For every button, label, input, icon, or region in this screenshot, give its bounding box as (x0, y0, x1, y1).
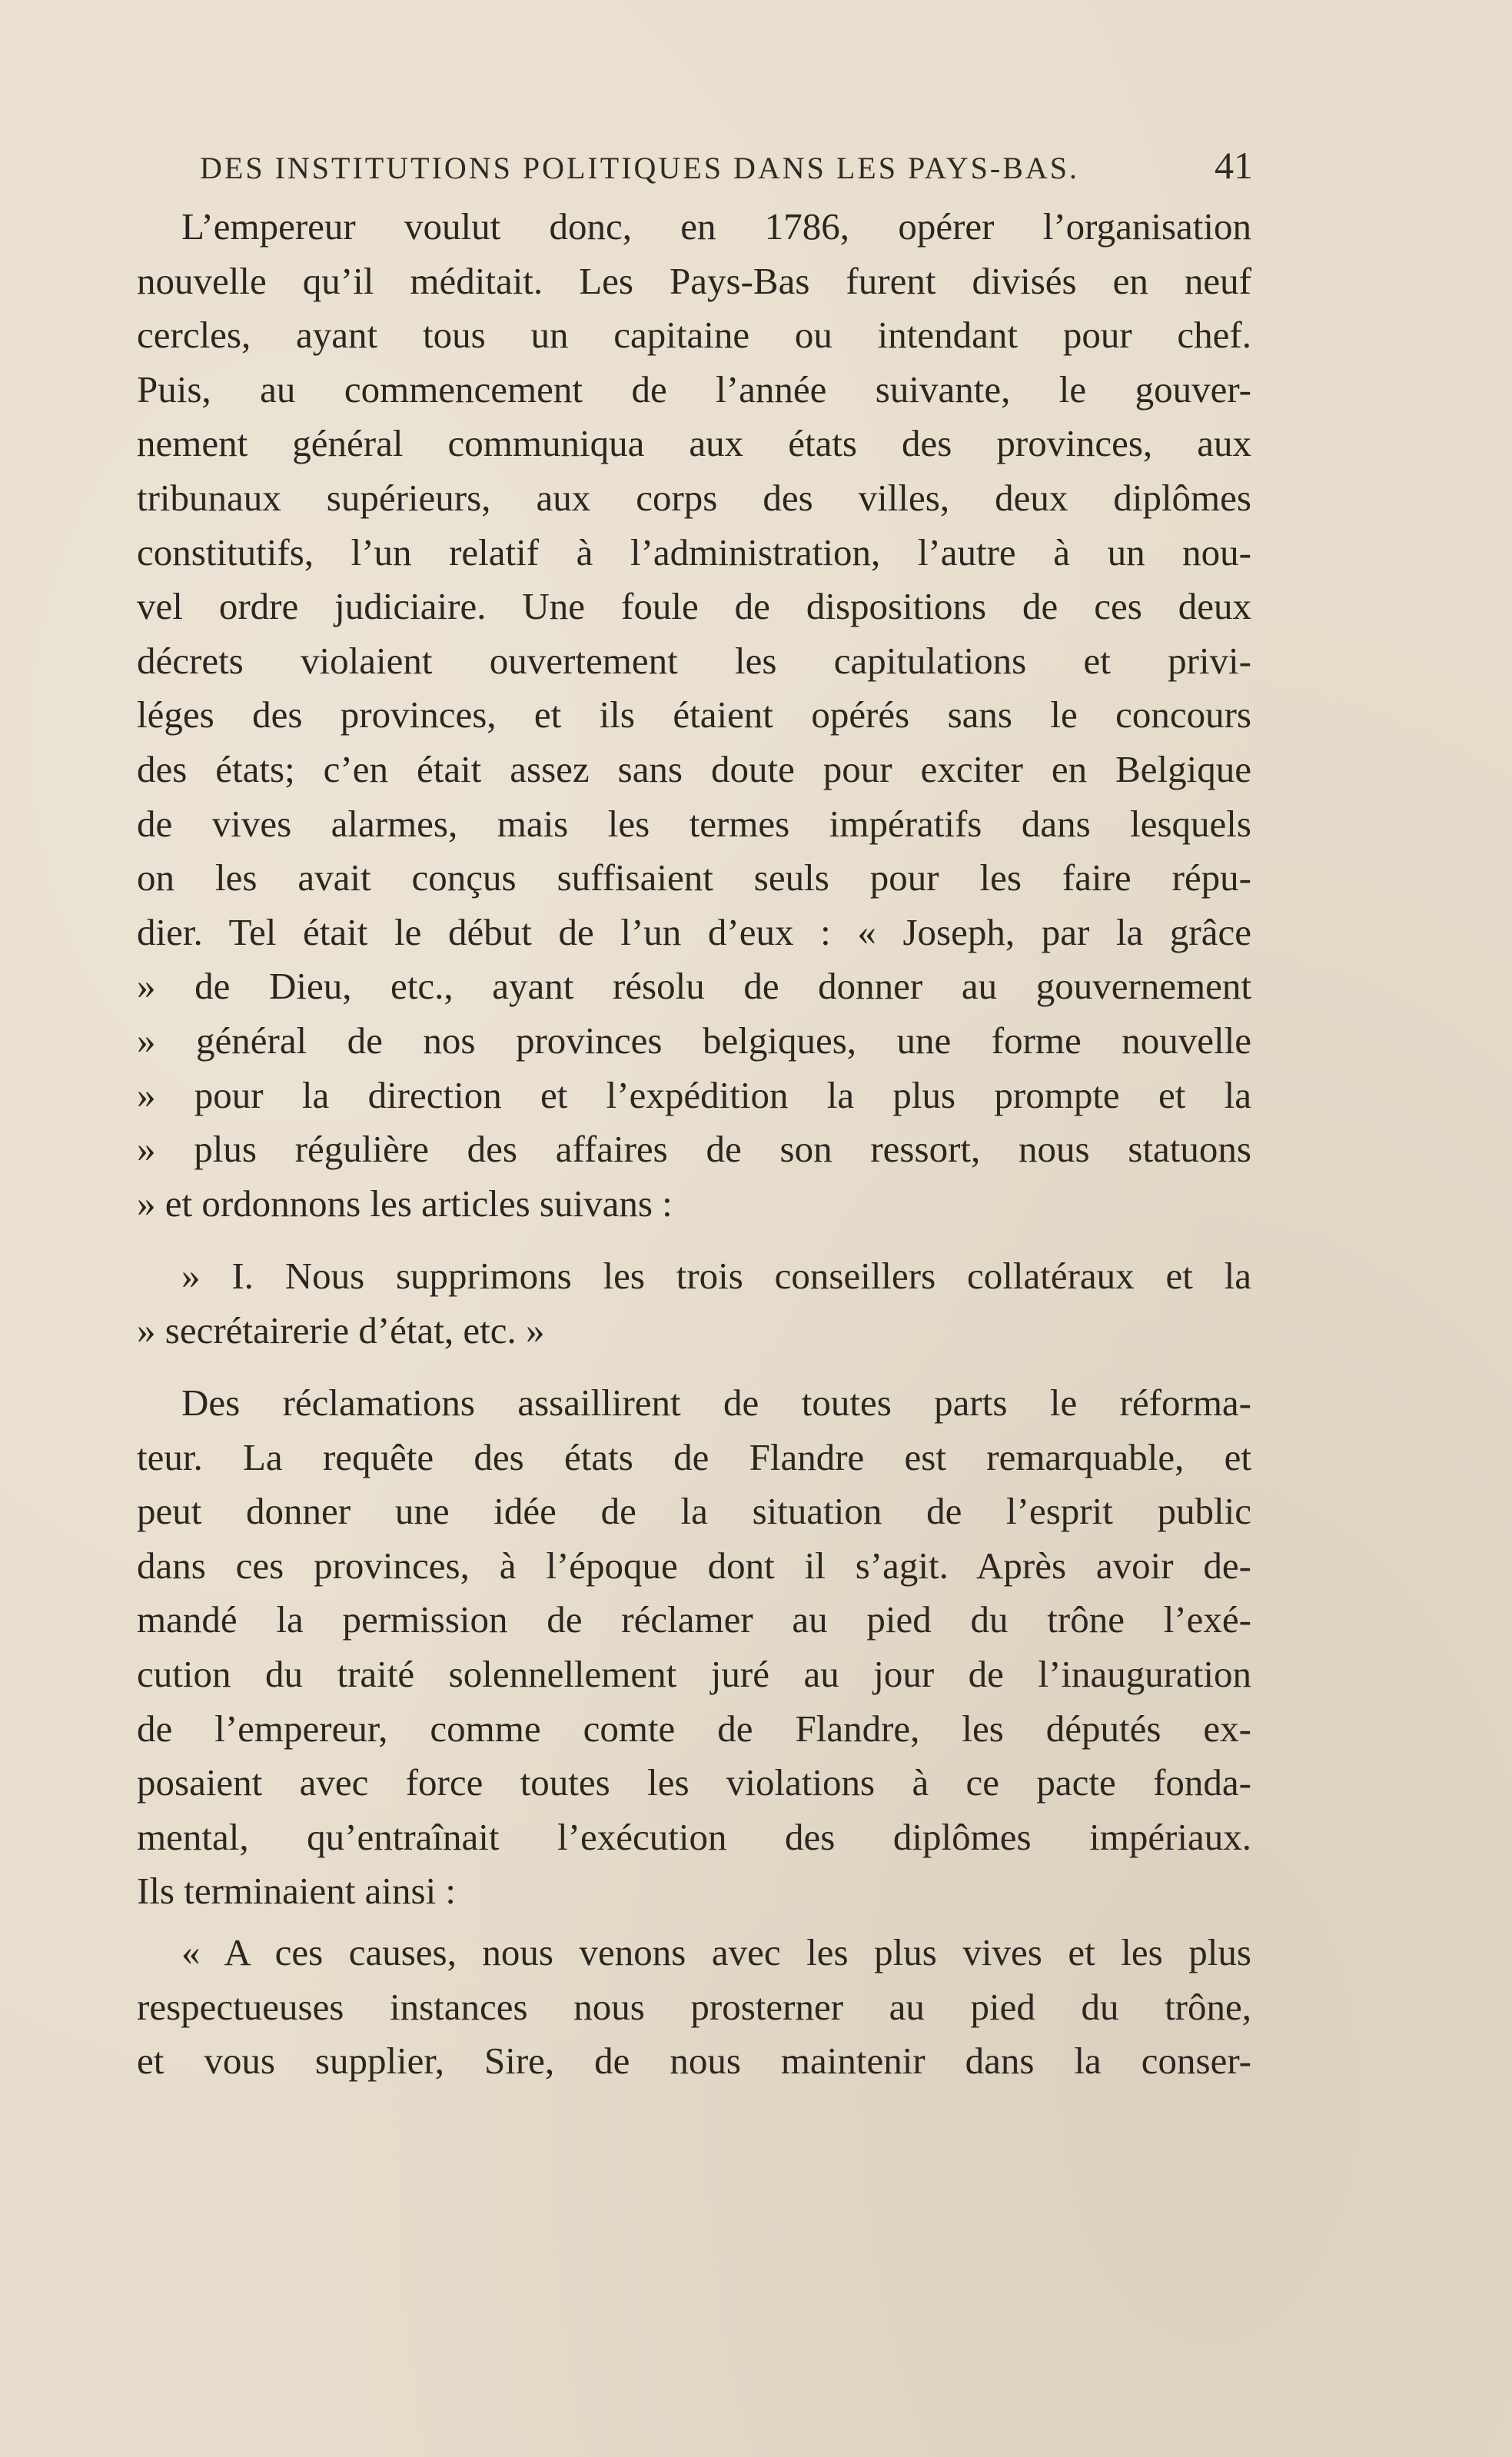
text-line: nouvelle qu’il méditait. Les Pays-Bas furent divisés en neuf (137, 259, 1251, 302)
running-header (200, 143, 1253, 188)
text-line: » général de nos provinces belgiques, une forme nouvelle (137, 1019, 1251, 1062)
paragraph-2 (137, 1249, 1251, 1358)
text-line: dans ces provinces, à l’époque dont il s’agit. Après avoir de- (137, 1544, 1251, 1587)
running-title: DES INSTITUTIONS POLITIQUES DANS LES PAYS-BAS. (200, 151, 1080, 185)
text-line: constitutifs, l’un relatif à l’administration, l’autre à un nou- (137, 530, 1251, 574)
paragraph-4 (137, 1926, 1251, 2089)
text-line: Puis, au commencement de l’année suivante, le gouver- (137, 367, 1251, 411)
text-line: cercles, ayant tous un capitaine ou intendant pour chef. (137, 314, 1251, 357)
text-line: » et ordonnons les articles suivans : (137, 1182, 673, 1225)
text-line: » I. Nous supprimons les trois conseillers collatéraux et la (181, 1255, 1251, 1297)
text-line: décrets violaient ouvertement les capitulations et privi- (137, 639, 1251, 682)
text-line: on les avait conçus suffisaient seuls pour les faire répu- (137, 856, 1251, 899)
page-number: 41 (1215, 144, 1253, 187)
paragraph-1 (137, 200, 1251, 1231)
text-line: tribunaux supérieurs, aux corps des villes, deux diplômes (137, 476, 1251, 519)
text-line: Des réclamations assaillirent de toutes parts le réforma- (181, 1381, 1251, 1424)
text-line: mandé la permission de réclamer au pied du trône l’exé- (137, 1598, 1251, 1641)
text-line: peut donner une idée de la situation de l’esprit public (137, 1490, 1251, 1533)
text-line: » de Dieu, etc., ayant résolu de donner au gouvernement (137, 965, 1251, 1008)
text-line: L’empereur voulut donc, en 1786, opérer l’organisation (181, 205, 1251, 248)
text-line: Ils terminaient ainsi : (137, 1870, 457, 1913)
text-line: » pour la direction et l’expédition la plus prompte et la (137, 1073, 1251, 1116)
text-line: mental, qu’entraînait l’exécution des diplômes impériaux. (137, 1815, 1251, 1858)
text-line: dier. Tel était le début de l’un d’eux : « Joseph, par la grâce (137, 910, 1251, 953)
text-line: teur. La requête des états de Flandre est remarquable, et (137, 1435, 1251, 1478)
text-line: cution du traité solennellement juré au jour de l’inauguration (137, 1652, 1251, 1695)
text-line: » secrétairerie d’état, etc. » (137, 1308, 545, 1352)
text-line: léges des provinces, et ils étaient opérés sans le concours (137, 693, 1251, 736)
text-line: des états; c’en était assez sans doute pour exciter en Belgique (137, 747, 1251, 790)
paragraph-3 (137, 1376, 1251, 1919)
text-line: posaient avec force toutes les violations à ce pacte fonda- (137, 1761, 1251, 1804)
text-line: nement général communiqua aux états des provinces, aux (137, 422, 1251, 465)
text-line: de l’empereur, comme comte de Flandre, les députés ex- (137, 1707, 1251, 1750)
text-line: et vous supplier, Sire, de nous maintenir dans la conser- (137, 2040, 1251, 2083)
text-line: « A ces causes, nous venons avec les plus vives et les plus (181, 1931, 1251, 1973)
text-line: vel ordre judiciaire. Une foule de dispositions de ces deux (137, 585, 1251, 628)
text-line: de vives alarmes, mais les termes impératifs dans lesquels (137, 802, 1251, 845)
text-line: » plus régulière des affaires de son ressort, nous statuons (137, 1128, 1251, 1171)
text-line: respectueuses instances nous prosterner au pied du trône, (137, 1985, 1251, 2028)
